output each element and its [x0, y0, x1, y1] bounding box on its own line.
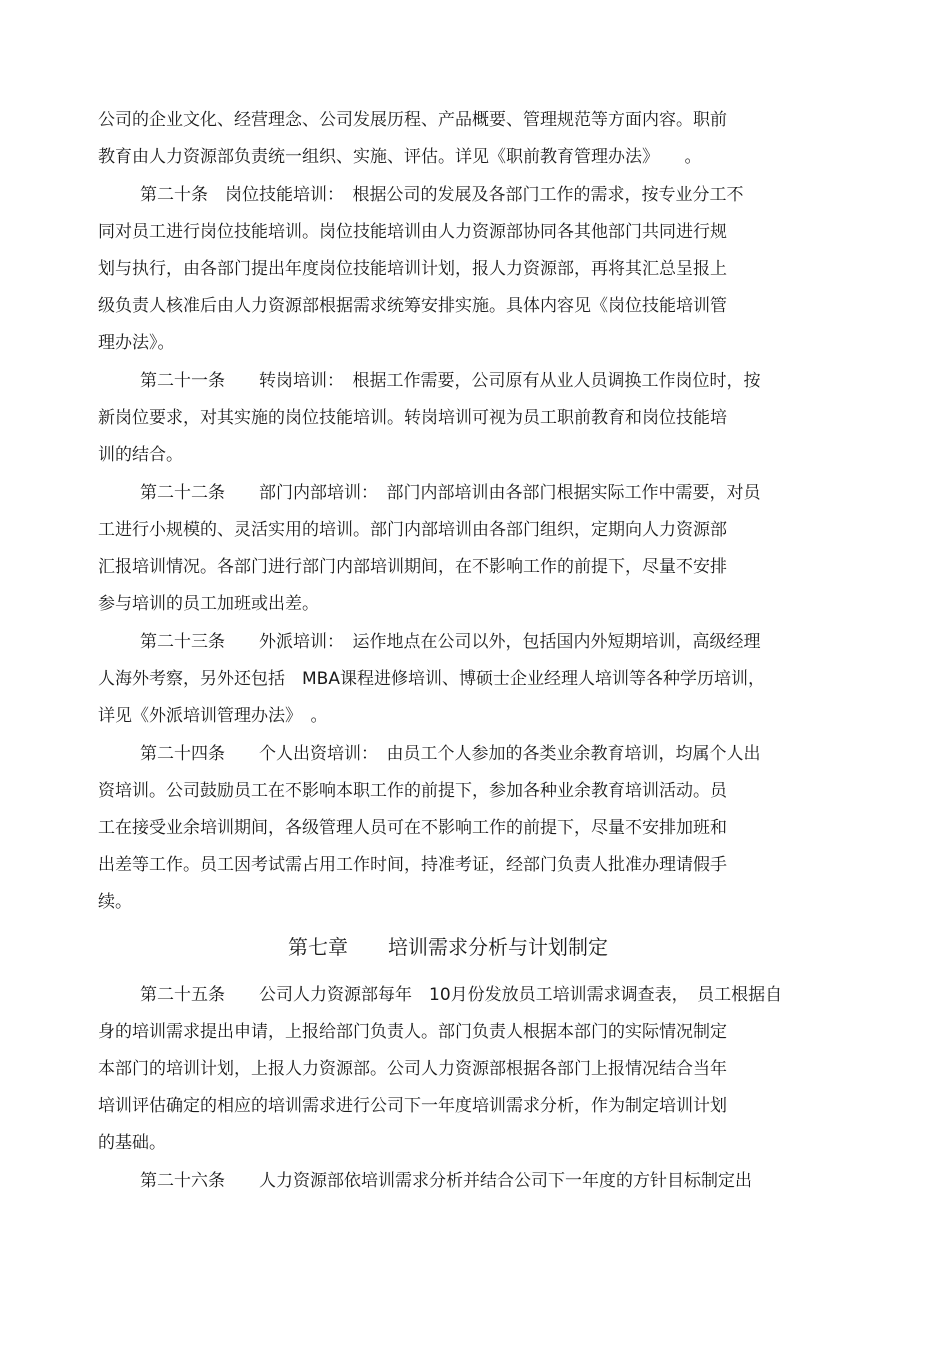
text-line: 教育由人力资源部负责统一组织、实施、评估。详见《职前教育管理办法》 。: [98, 147, 702, 167]
text-line: 同对员工进行岗位技能培训。岗位技能培训由人力资源部协同各其他部门共同进行规: [98, 222, 727, 242]
text-line: 划与执行，由各部门提出年度岗位技能培训计划，报人力资源部，再将其汇总呈报上: [98, 259, 727, 279]
text-line: 详见《外派培训管理办法》 。: [98, 706, 328, 726]
text-line: 身的培训需求提出申请，上报给部门负责人。部门负责人根据本部门的实际情况制定: [98, 1022, 727, 1042]
text-line: 公司的企业文化、经营理念、公司发展历程、产品概要、管理规范等方面内容。职前: [98, 110, 727, 130]
text-line: 理办法》。: [98, 333, 175, 353]
text-line: 训的结合。: [98, 445, 183, 465]
text-line: 级负责人核准后由人力资源部根据需求统筹安排实施。具体内容见《岗位技能培训管: [98, 296, 727, 316]
article-21: 第二十一条 转岗培训： 根据工作需要，公司原有从业人员调换工作岗位时，按: [140, 371, 761, 391]
text-line: 汇报培训情况。各部门进行部门内部培训期间，在不影响工作的前提下，尽量不安排: [98, 557, 727, 577]
text-line: 续。: [98, 892, 132, 912]
text-line: 出差等工作。员工因考试需占用工作时间，持准考证，经部门负责人批准办理请假手: [98, 855, 727, 875]
article-26: 第二十六条 人力资源部依培训需求分析并结合公司下一年度的方针目标制定出: [140, 1171, 752, 1191]
article-20: 第二十条 岗位技能培训： 根据公司的发展及各部门工作的需求，按专业分工不: [140, 185, 744, 205]
text-line: 新岗位要求，对其实施的岗位技能培训。转岗培训可视为员工职前教育和岗位技能培: [98, 408, 727, 428]
text-line: 工进行小规模的、灵活实用的培训。部门内部培训由各部门组织，定期向人力资源部: [98, 520, 727, 540]
article-25: 第二十五条 公司人力资源部每年 10月份发放员工培训需求调查表， 员工根据自: [140, 985, 783, 1005]
text-line: 参与培训的员工加班或出差。: [98, 594, 319, 614]
article-22: 第二十二条 部门内部培训： 部门内部培训由各部门根据实际工作中需要，对员: [140, 483, 761, 503]
text-line: 本部门的培训计划，上报人力资源部。公司人力资源部根据各部门上报情况结合当年: [98, 1059, 727, 1079]
text-line: 的基础。: [98, 1133, 166, 1153]
text-line: 培训评估确定的相应的培训需求进行公司下一年度培训需求分析，作为制定培训计划: [98, 1096, 727, 1116]
article-23: 第二十三条 外派培训： 运作地点在公司以外，包括国内外短期培训，高级经理: [140, 632, 761, 652]
text-line: 资培训。公司鼓励员工在不影响本职工作的前提下，参加各种业余教育培训活动。员: [98, 781, 727, 801]
text-line: 人海外考察，另外还包括 MBA课程进修培训、博硕士企业经理人培训等各种学历培训，: [98, 669, 765, 689]
chapter-title: 第七章 培训需求分析与计划制定: [288, 935, 608, 959]
article-24: 第二十四条 个人出资培训： 由员工个人参加的各类业余教育培训，均属个人出: [140, 744, 761, 764]
text-line: 工在接受业余培训期间，各级管理人员可在不影响工作的前提下，尽量不安排加班和: [98, 818, 727, 838]
